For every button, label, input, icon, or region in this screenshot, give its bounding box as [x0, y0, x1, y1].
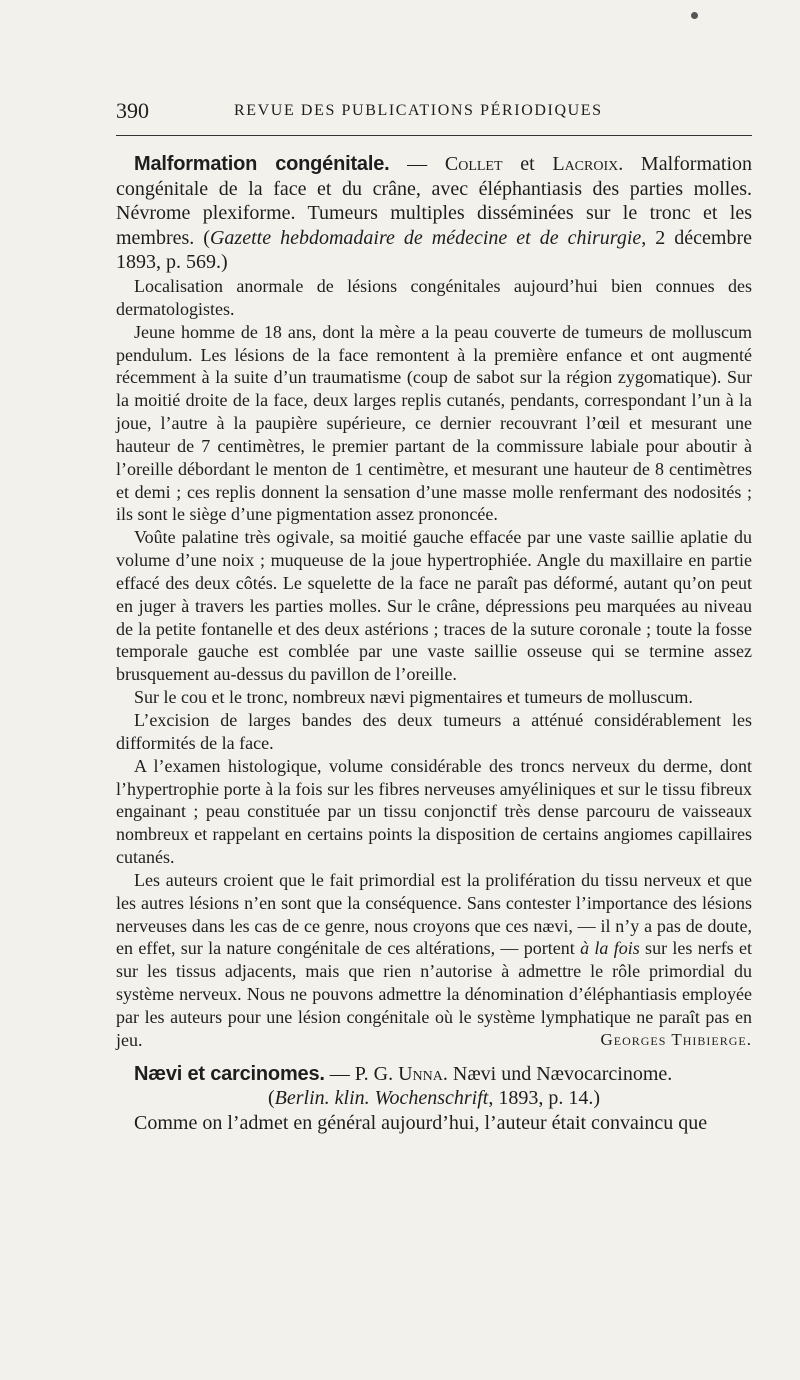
paragraph: L’excision de larges bandes des deux tumeurs a atténué considérablement les difformités de la face. [116, 710, 752, 753]
journal-name: Berlin. klin. Wochenschrift [274, 1087, 489, 1110]
article-title-block [116, 152, 752, 275]
article-title: . Malformation congénitale de la face et du crâne, avec éléphantiasis des parties molles. Névrome plexiforme. Tumeurs multiples disséminées sur le tronc et les membres. ( [116, 153, 753, 249]
citation: , 2 décembre 1893, p. 569.) [116, 226, 752, 274]
article-title-block [116, 1062, 752, 1087]
paragraph: Jeune homme de 18 ans, dont la mère a la peau couverte de tumeurs de molluscum pendulum. Les lésions de la face remontent à la première enfance et ont augmenté récemment à la suite d’un traumatisme (coup de sabot sur la région zygomatique). Sur la moitié droite de la face, deux larges replis cutanés, pendants, correspondant l’un à la joue, l’autre à la paupière supérieure, ce dernier recouvrant l’œil et mesurant une hauteur de 7 centimètres, le premier partant de la commissure labiale pour aboutir à l’oreille débordant le menton de 1 centimètre, et mesurant une hauteur de 8 centimètres et demi ; ces replis donnent la sensation d’une masse molle renfermant des nodosités ; ils sont le siège d’une pigmentation assez prononcée. [116, 321, 752, 525]
paragraph: Comme on l’admet en général aujourd’hui, l’auteur était convaincu que [134, 1111, 708, 1134]
ink-speck [691, 12, 698, 19]
signature: Georges Thibierge. [600, 1029, 752, 1049]
citation-line [116, 1086, 752, 1111]
paragraph-text: sur les nerfs et sur les tissus adjacents, mais que rien n’autorise à admettre le rôle primordial du système nerveux. Nous ne pouvons admettre la dénomination d’éléphantiasis employée par les auteurs pour une lésion congénitale où le système lymphatique ne paraît pas en jeu. [116, 938, 753, 1050]
running-title: REVUE DES PUBLICATIONS PÉRIODIQUES [234, 102, 603, 119]
page-header [116, 98, 752, 128]
paragraph [116, 869, 752, 1052]
author-name: Lacroix [552, 153, 619, 175]
dash: — [389, 153, 445, 175]
conjunction: et [502, 153, 553, 175]
author-initials: P. G. [354, 1062, 399, 1085]
paragraph: Sur le cou et le tronc, nombreux nævi pigmentaires et tumeurs de molluscum. [134, 687, 693, 708]
article-heading: Nævi et carcinomes. [134, 1062, 325, 1085]
paragraph-text: Les auteurs croient que le fait primordial est la prolifération du tissu nerveux et que les autres lésions n’en sont que la conséquence. Sans contester l’importance des lésions nerveuses dans les cas de ce genre, nous croyons que ces nævi, — il n’y a pas de doute, en effet, sur la nature congénitale de ces altérations, — portent [116, 869, 752, 959]
header-rule [116, 135, 752, 136]
paragraph: Voûte palatine très ogivale, sa moitié gauche effacée par une vaste saillie aplatie du volume d’une noix ; muqueuse de la joue hypertrophiée. Angle du maxillaire en partie effacé des deux côtés. Le squelette de la face ne paraît pas déformé, autant qu’on peut en juger à travers les parties molles. Sur le crâne, dépressions peu marquées au niveau de la petite fontanelle et des deux astérions ; traces de la suture coronale ; toute la fosse temporale gauche est comblée par une vaste saillie osseuse qui se termine assez brusquement au-dessus du pavillon de l’oreille. [116, 527, 752, 685]
article-heading: Malformation congénitale. [134, 153, 390, 175]
citation: , 1893, p. 14.) [488, 1087, 600, 1110]
dash: — [324, 1062, 355, 1085]
article-title: . Nævi und Nævocarcinome. [442, 1062, 673, 1085]
page-number: 390 [116, 98, 149, 123]
journal-name: Gazette hebdomadaire de médecine et de chirurgie [209, 226, 642, 249]
page-body [116, 152, 752, 1135]
paragraph: A l’examen histologique, volume considérable des troncs nerveux du derme, dont l’hypertrophie porte à la fois sur les fibres nerveuses amyéliniques et sur le tissu fibreux engainant ; peau constituée par un tissu conjonctif très dense parcouru de vaisseaux nombreux et rappelant en certains points la disposition de certains angiomes capillaires cutanés. [116, 755, 752, 868]
emphasis: à la fois [580, 938, 640, 959]
author-name: Unna [398, 1062, 443, 1085]
paragraph: Localisation anormale de lésions congénitales aujourd’hui bien connues des dermatologistes. [116, 275, 752, 319]
author-name: Collet [444, 153, 503, 175]
paren: ( [267, 1087, 275, 1110]
